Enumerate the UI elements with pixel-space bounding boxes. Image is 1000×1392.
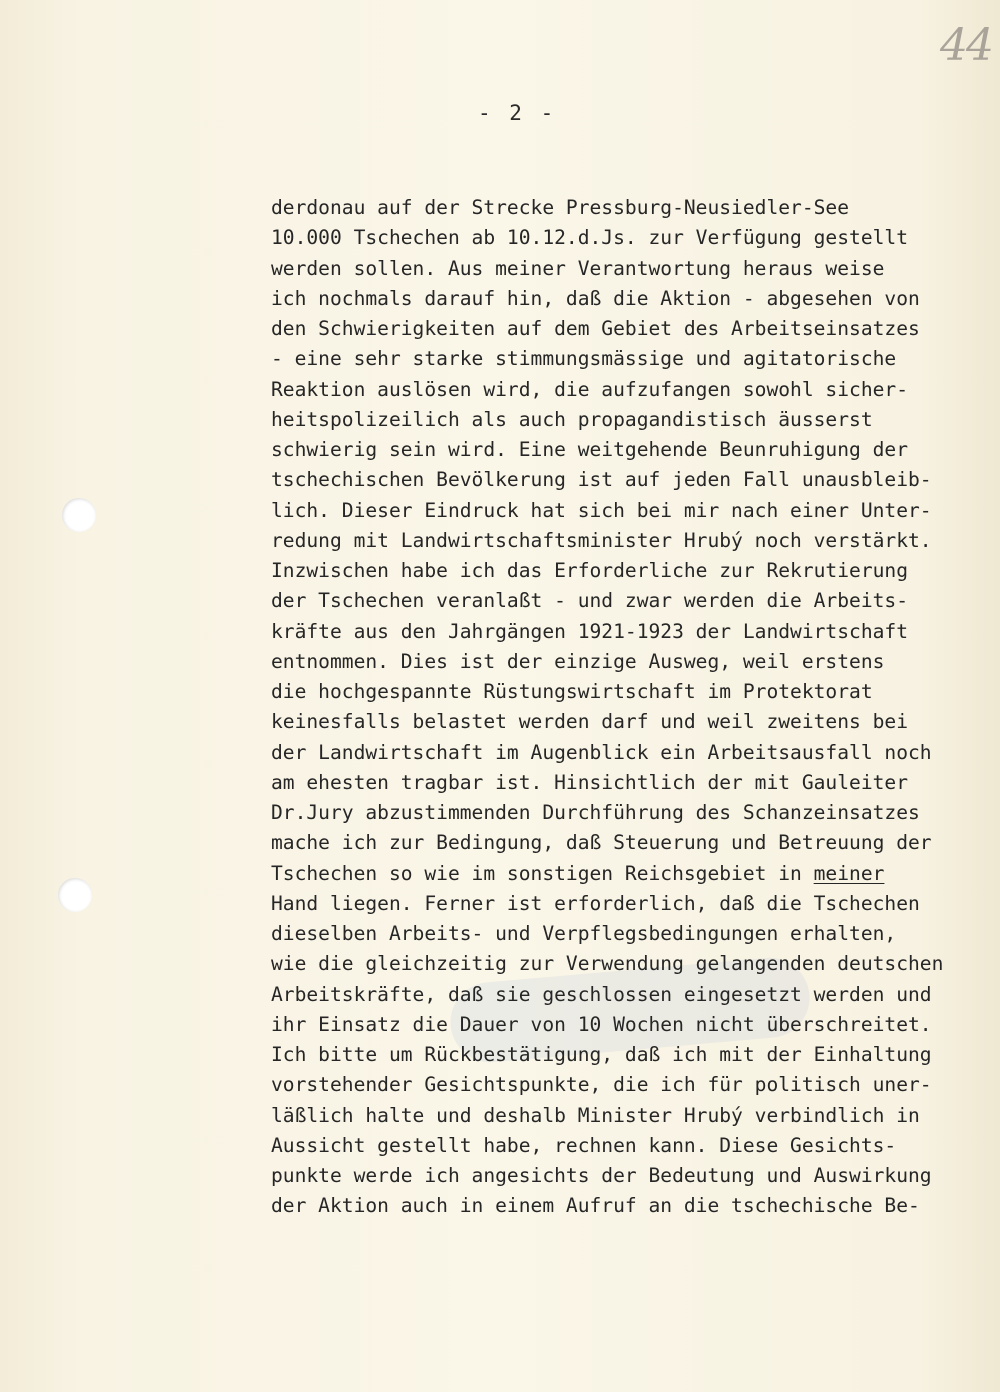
text-line: der Aktion auch in einem Aufruf an die tschechische Be- <box>271 1194 920 1218</box>
text-line: ihr Einsatz die Dauer von 10 Wochen nicht überschreitet. <box>271 1012 932 1036</box>
text-line: tschechischen Bevölkerung ist auf jeden Fall unausbleib- <box>271 468 932 492</box>
text-line: - eine sehr starke stimmungsmässige und agitatorische <box>271 347 897 371</box>
page-number: - 2 - <box>478 101 557 125</box>
archive-folio-number: 44 <box>940 20 992 71</box>
line-text: Tschechen so wie im sonstigen Reichsgebiet in <box>271 861 802 885</box>
text-line: ich nochmals darauf hin, daß die Aktion - abgesehen von <box>271 286 920 310</box>
text-line: dieselben Arbeits- und Verpflegsbedingungen erhalten, <box>271 922 897 945</box>
text-line: entnommen. Dies ist der einzige Ausweg, weil erstens <box>271 649 885 673</box>
text-line: Inzwischen habe ich das Erforderliche zur Rekrutierung <box>271 559 909 582</box>
text-line: redung mit Landwirtschaftsminister Hrubý noch verstärkt. <box>271 528 932 552</box>
text-line: 10.000 Tschechen ab 10.12.d.Js. zur Verfügung gestellt <box>271 226 909 250</box>
text-line: läßlich halte und deshalb Minister Hrubý verbindlich in <box>271 1103 920 1127</box>
text-line: punkte werde ich angesichts der Bedeutung und Auswirkung <box>271 1164 932 1187</box>
text-line: Arbeitskräfte, daß sie geschlossen eingesetzt werden und <box>271 982 932 1006</box>
text-line: keinesfalls belastet werden darf und weil zweitens bei <box>271 710 909 734</box>
text-line: vorstehender Gesichtspunkte, die ich für politisch uner- <box>271 1073 932 1097</box>
text-line: Aussicht gestellt habe, rechnen kann. Diese Gesichts- <box>271 1133 897 1157</box>
text-line: schwierig sein wird. Eine weitgehende Beunruhigung der <box>271 438 909 461</box>
text-line: am ehesten tragbar ist. Hinsichtlich der mit Gauleiter <box>271 770 909 794</box>
text-line: lich. Dieser Eindruck hat sich bei mir nach einer Unter- <box>271 498 932 522</box>
punch-hole-upper <box>62 498 96 532</box>
text-line: der Landwirtschaft im Augenblick ein Arbeitsausfall noch <box>271 740 932 764</box>
text-line: Reaktion auslösen wird, die aufzufangen sowohl sicher- <box>271 377 909 401</box>
text-line-with-underline <box>271 859 991 889</box>
text-line: Ich bitte um Rückbestätigung, daß ich mit der Einhaltung <box>271 1043 932 1066</box>
text-line: den Schwierigkeiten auf dem Gebiet des Arbeitseinsatzes <box>271 317 920 340</box>
punch-hole-lower <box>58 878 92 912</box>
text-line: werden sollen. Aus meiner Verantwortung heraus weise <box>271 256 885 280</box>
text-line: wie die gleichzeitig zur Verwendung gelangenden deutschen <box>271 952 944 976</box>
text-line: Dr.Jury abzustimmenden Durchführung des Schanzeinsatzes <box>271 801 920 824</box>
text-line: derdonau auf der Strecke Pressburg-Neusiedler-See <box>271 196 850 219</box>
text-line: mache ich zur Bedingung, daß Steuerung und Betreuung der <box>271 831 932 855</box>
text-line: Hand liegen. Ferner ist erforderlich, daß die Tschechen <box>271 891 920 915</box>
text-line: heitspolizeilich als auch propagandistisch äusserst <box>271 407 873 431</box>
underlined-word: meiner <box>813 861 885 885</box>
body-text <box>271 193 991 1222</box>
text-line: der Tschechen veranlaßt - und zwar werden die Arbeits- <box>271 589 909 613</box>
text-line: kräfte aus den Jahrgängen 1921-1923 der Landwirtschaft <box>271 619 909 643</box>
text-line: die hochgespannte Rüstungswirtschaft im Protektorat <box>271 680 873 703</box>
